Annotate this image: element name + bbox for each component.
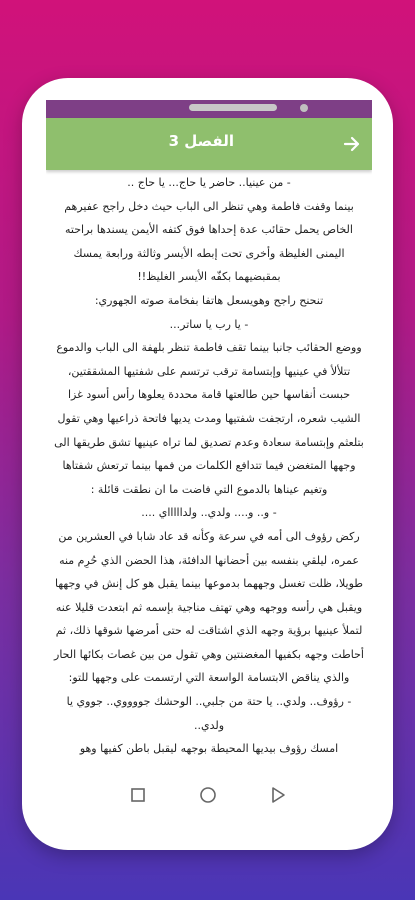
paragraph: امسك رؤوف بيديها المحيطة بوجهه ليقبل باطن كفيها وهو (79, 742, 339, 756)
chapter-text (46, 170, 372, 761)
app-screen (46, 100, 372, 778)
chapter-content[interactable] (46, 170, 372, 778)
camera-icon (300, 104, 308, 112)
circle-icon[interactable] (197, 784, 219, 806)
paragraph: ووضع الحقائب جانبا بينما تقف فاطمة تنظر بلهفة الى الباب والدموع تتلألأ في عينيها وإبتسامة ترقب ترتسم على شفتيها المشققتين، حبست أنفاسها حين طالعتها قامة محددة يعلوها رأس أسود غزا الشيب شعره، ارتجفت شفتيها ومدت يديها فاتحة ذراعيها وهي تقول بتلعثم وإبتسامة سعادة وعدم تصديق لما تراه عينيها تشق طريقها الى وجهها المتغضن فيما تتدافع الكلمات من فمها بينما ترتعش شفتاها وتغيم عيناها بالدموع التي فاضت ما ان نطقت قائلة : (54, 341, 364, 496)
paragraph: - و.. و.... ولدي.. ولداااااي .... (141, 506, 277, 520)
app-bar (46, 118, 372, 170)
paragraph: ركض رؤوف الى أمه في سرعة وكأنه قد عاد شابا في العشرين من عمره، ليلقي بنفسه بين أحضانها الدافئة، هذا الحضن الذي حُرِم منه طويلا، ظلت تغسل وجههما بدموعها بينما يقبل هو كل إنش في وجهها ويقبل هي رأسه ووجهه وهي تهتف مناجية بإسمه ثم ابتعدت قليلا عنه لتملأ عينيها برؤية وجهه الذي اشتاقت له حتى أمرضها شوقها ذلك، ثم أحاطت وجهه بكفيها المغضنتين وهي تقول من بين غصات بكائها الحار والذي يناقض الابتسامة الواسعة التي ارتسمت على وجهها للتو: (54, 529, 364, 685)
arrow-right-icon[interactable] (342, 134, 362, 154)
paragraph: - رؤوف.. ولدي.. يا حتة من جلبي.. الوحشك جووووي.. جووي يا ولدي.. (66, 695, 352, 732)
paragraph: تنحنح راجح وهويسعل هاتفا بفخامة صوته الجهوري: (94, 293, 324, 307)
status-bar (46, 100, 372, 118)
paragraph: بينما وقفت فاطمة وهي تنظر الى الباب حيث دخل راجح عفيرهم الخاص يحمل حقائب عدة إحداها فوق كتفه الأيمن يسندها براحته اليمنى الغليظة وأخرى تحت إبطه الأيسر وثالثة ورابعة يمسك بمقبضيهما بكفّه الأيسر الغليظ!! (64, 199, 354, 284)
system-navigation-bar (0, 772, 415, 818)
chapter-title: الفصل 3 (168, 132, 234, 150)
paragraph: - يا رب يا ساتر... (169, 317, 249, 331)
square-icon[interactable] (127, 784, 149, 806)
speaker-notch (189, 104, 277, 111)
paragraph: - من عينيا.. حاضر يا حاج... يا حاج .. (127, 176, 291, 189)
triangle-icon[interactable] (267, 784, 289, 806)
